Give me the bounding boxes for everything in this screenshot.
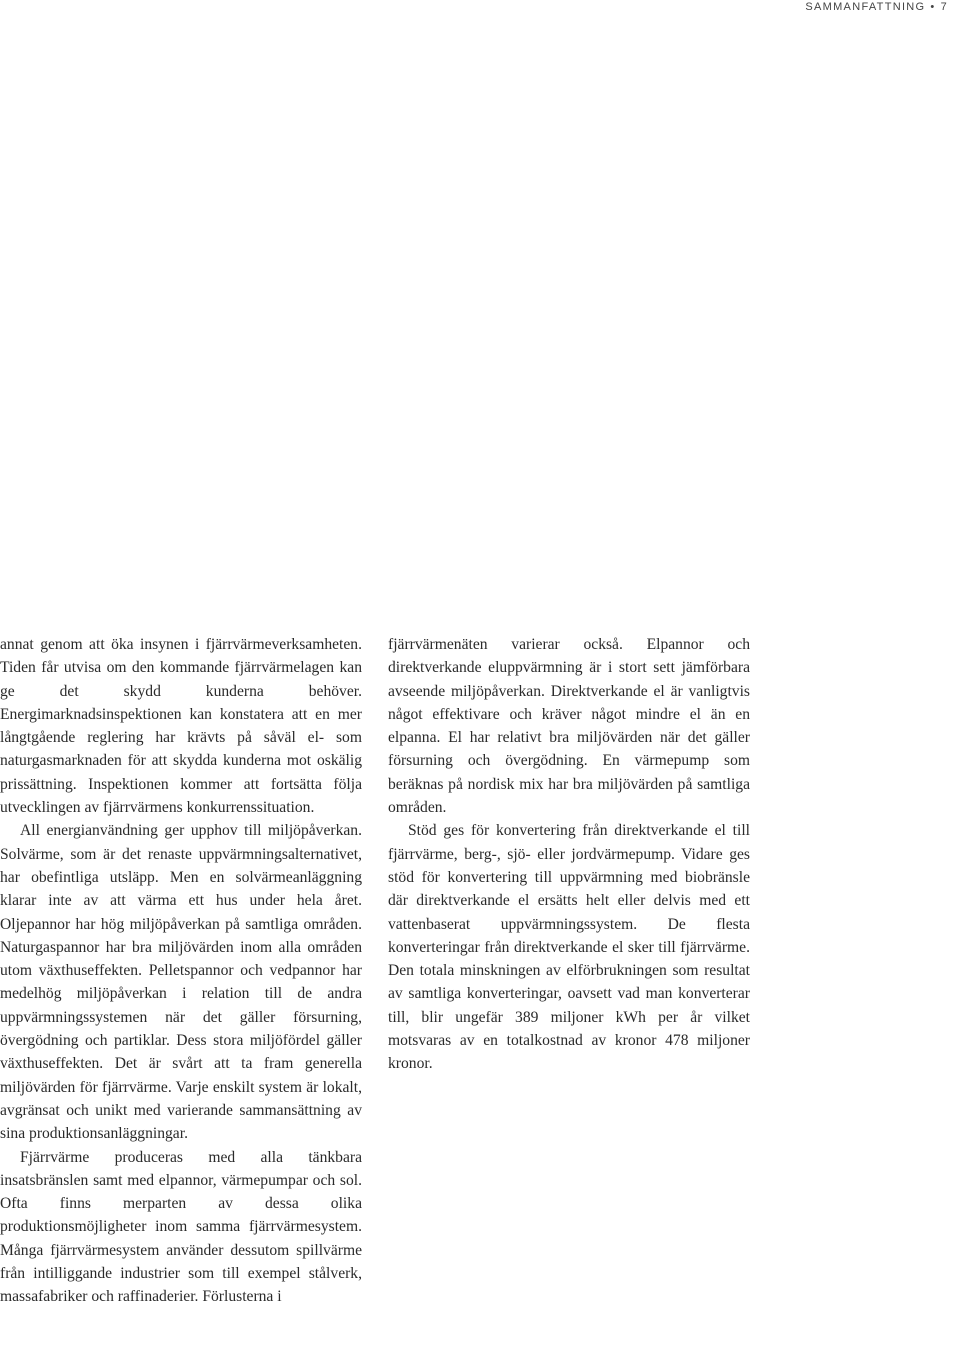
header-separator: • — [930, 1, 936, 13]
running-header — [805, 0, 948, 14]
right-text-column — [388, 633, 750, 1076]
page-number: 7 — [940, 1, 948, 13]
paragraph: Fjärrvärme produceras med alla tänkbara insatsbränslen samt med elpannor, värmepumpar och sol. Ofta finns merparten av dessa olika produktionsmöjligheter inom samma fjärrvärmesystem. Många fjärrvärmesystem använder dessutom spillvärme från intilliggande industrier som till exempel stålverk, massafabriker och raffinaderier. Förlusterna i — [0, 1148, 362, 1306]
paragraph: fjärrvärmenäten varierar också. Elpannor och direktverkande eluppvärmning är i stort sett jämförbara avseende miljöpåverkan. Direktverkande el är vanligtvis något effektivare och kräver något mindre el än en elpanna. El har relativt bra miljövärden när det gäller försurning och övergödning. En värmepump som beräknas på nordisk mix har bra miljövärden på samtliga områden. — [388, 636, 750, 817]
paragraph: Stöd ges för konvertering från direktverkande el till fjärrvärme, berg-, sjö- eller jordvärmepump. Vidare ges stöd för konvertering till uppvärmning med biobränsle där direktverkande el ersätts helt eller delvis med ett vattenbaserat uppvärmningssystem. De flesta konverteringar från direktverkande el sker till fjärrvärme. Den totala minskningen av elförbrukningen som resultat av samtliga konverteringar, oavsett vad man konverterar till, blir ungefär 389 miljoner kWh per år vilket motsvaras av en totalkostnad av kronor 478 miljoner kronor. — [388, 822, 750, 1073]
section-title: SAMMANFATTNING — [805, 1, 926, 13]
paragraph: All energianvändning ger upphov till miljöpåverkan. Solvärme, som är det renaste uppvärmningsalternativet, har obefintliga utsläpp. Men en solvärmeanläggning klarar inte av att värma ett hus under hela året. Oljepannor har hög miljöpåverkan på samtliga områden. Naturgaspannor har bra miljövärden inom alla områden utom växthuseffekten. Pelletspannor och vedpannor har medelhög miljöpåverkan i relation till de andra uppvärmningssystemen när det gäller försurning, övergödning och partiklar. Dess stora miljöfördel gäller växthuseffekten. Det är svårt att ta fram generella miljövärden för fjärrvärme. Varje enskilt system är lokalt, avgränsat och unikt med varierande sammansättning av sina produktionsanläggningar. — [0, 822, 362, 1143]
paragraph: annat genom att öka insynen i fjärrvärmeverksamheten. Tiden får utvisa om den kommande fjärrvärmelagen kan ge det skydd kunderna behöver. Energimarknadsinspektionen kan konstatera att en mer långtgående reglering har krävts på såväl el- som naturgasmarknaden för att skydda kunderna mot oskälig prissättning. Inspektionen kommer att fortsätta följa utvecklingen av fjärrvärmens konkurrenssituation. — [0, 636, 362, 817]
left-text-column — [0, 633, 362, 1309]
